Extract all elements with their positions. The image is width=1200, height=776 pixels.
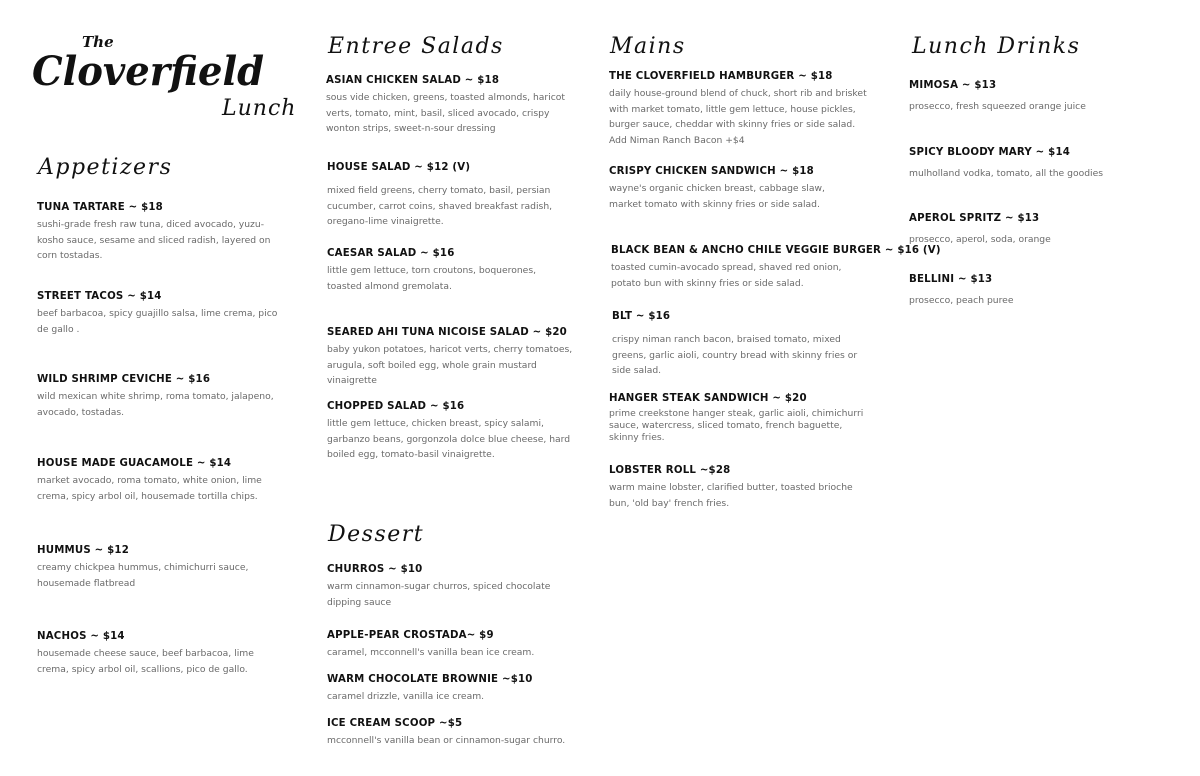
item-title: TUNA TARTARE ~ $18 xyxy=(37,202,163,213)
item-description: little gem lettuce, chicken breast, spicy salami, garbanzo beans, gorgonzola dolce blue cheese, hard boiled egg, tomato-basil vinaigrette. xyxy=(327,418,571,460)
item-add-on: Add Niman Ranch Bacon +$4 xyxy=(609,134,745,146)
menu-item xyxy=(609,393,864,444)
cloverfield-logo xyxy=(30,30,270,100)
menu-item xyxy=(612,311,862,379)
item-title: HOUSE SALAD ~ $12 (V) xyxy=(327,162,471,173)
item-description: market avocado, roma tomato, white onion, lime crema, spicy arbol oil, housemade tortilla chips. xyxy=(37,475,262,502)
item-title: HANGER STEAK SANDWICH ~ $20 xyxy=(609,393,807,404)
item-title: CRISPY CHICKEN SANDWICH ~ $18 xyxy=(609,166,814,177)
menu-item xyxy=(909,147,1159,182)
dessert-heading: Dessert xyxy=(328,522,425,547)
item-title: APEROL SPRITZ ~ $13 xyxy=(909,213,1040,224)
logo-name: Cloverfield xyxy=(32,48,265,95)
menu-item xyxy=(909,213,1159,248)
item-description: mulholland vodka, tomato, all the goodies xyxy=(909,168,1104,179)
item-description: wild mexican white shrimp, roma tomato, jalapeno, avocado, tostadas. xyxy=(37,391,274,418)
menu-item xyxy=(37,631,287,677)
item-description: beef barbacoa, spicy guajillo salsa, lime crema, pico de gallo . xyxy=(37,308,278,335)
item-title: WARM CHOCOLATE BROWNIE ~$10 xyxy=(327,674,533,685)
logo-the: The xyxy=(82,33,114,51)
item-title: CHURROS ~ $10 xyxy=(327,564,423,575)
menu-item xyxy=(37,202,287,264)
item-description: warm cinnamon-sugar churros, spiced chocolate dipping sauce xyxy=(327,581,551,608)
item-title: BLT ~ $16 xyxy=(612,311,671,322)
appetizers-heading: Appetizers xyxy=(38,155,173,180)
menu-item xyxy=(327,401,577,463)
item-title: APPLE-PEAR CROSTADA~ $9 xyxy=(327,630,494,641)
item-title: WILD SHRIMP CEVICHE ~ $16 xyxy=(37,374,211,385)
menu-item xyxy=(327,327,577,389)
menu-item xyxy=(37,291,287,337)
menu-item xyxy=(327,718,577,749)
menu-item xyxy=(611,245,941,291)
item-description: prosecco, fresh squeezed orange juice xyxy=(909,101,1086,112)
menu-item xyxy=(37,545,252,591)
item-description: prosecco, peach puree xyxy=(909,295,1014,306)
item-title: BELLINI ~ $13 xyxy=(909,274,993,285)
item-title: ASIAN CHICKEN SALAD ~ $18 xyxy=(326,75,500,86)
item-description: sous vide chicken, greens, toasted almonds, haricot verts, tomato, mint, basil, sliced avocado, crispy wonton strips, sweet-n-sour dressing xyxy=(326,92,566,134)
item-description: crispy niman ranch bacon, braised tomato, mixed greens, garlic aioli, country bread with skinny fries or side salad. xyxy=(612,334,858,376)
item-description: little gem lettuce, torn croutons, boquerones, toasted almond gremolata. xyxy=(327,265,537,292)
item-description: daily house-ground blend of chuck, short rib and brisket with market tomato, little gem lettuce, house pickles, burger sauce, cheddar with skinny fries or side salad. xyxy=(609,88,867,130)
menu-item xyxy=(609,71,869,148)
item-title: HOUSE MADE GUACAMOLE ~ $14 xyxy=(37,458,232,469)
lunch-drinks-heading: Lunch Drinks xyxy=(912,34,1081,59)
item-title: STREET TACOS ~ $14 xyxy=(37,291,162,302)
item-title: ICE CREAM SCOOP ~$5 xyxy=(327,718,463,729)
item-description: warm maine lobster, clarified butter, toasted brioche bun, 'old bay' french fries. xyxy=(609,482,853,509)
lunch-subtitle: Lunch xyxy=(222,96,297,121)
item-title: CHOPPED SALAD ~ $16 xyxy=(327,401,465,412)
item-title: BLACK BEAN & ANCHO CHILE VEGGIE BURGER ~ $16 (V) xyxy=(611,245,941,256)
item-description: toasted cumin-avocado spread, shaved red onion, potato bun with skinny fries or side salad. xyxy=(611,262,842,289)
cloverfield-logo-mark xyxy=(30,30,270,100)
menu-item xyxy=(37,458,287,504)
menu-item xyxy=(327,674,577,705)
item-title: SEARED AHI TUNA NICOISE SALAD ~ $20 xyxy=(327,327,567,338)
item-description: mcconnell's vanilla bean or cinnamon-sugar churro. xyxy=(327,735,566,746)
item-title: CAESAR SALAD ~ $16 xyxy=(327,248,455,259)
item-description: prime creekstone hanger steak, garlic aioli, chimichurri sauce, watercress, sliced tomato, french baguette, skinny fries. xyxy=(609,408,864,443)
menu-item xyxy=(609,465,864,511)
menu-item xyxy=(327,564,577,610)
item-description: housemade cheese sauce, beef barbacoa, lime crema, spicy arbol oil, scallions, pico de gallo. xyxy=(37,648,254,675)
item-title: LOBSTER ROLL ~$28 xyxy=(609,465,731,476)
item-description: caramel, mcconnell's vanilla bean ice cream. xyxy=(327,647,535,658)
item-title: NACHOS ~ $14 xyxy=(37,631,125,642)
mains-heading: Mains xyxy=(610,34,686,59)
item-description: wayne's organic chicken breast, cabbage slaw, market tomato with skinny fries or side salad. xyxy=(609,183,825,210)
menu-item xyxy=(327,630,577,661)
menu-item xyxy=(326,75,571,137)
item-description: creamy chickpea hummus, chimichurri sauce, housemade flatbread xyxy=(37,562,249,589)
item-description: sushi-grade fresh raw tuna, diced avocado, yuzu-kosho sauce, sesame and sliced radish, layered on corn tostadas. xyxy=(37,219,271,261)
menu-item xyxy=(327,248,572,294)
menu-item xyxy=(327,162,572,230)
menu-item xyxy=(909,80,1159,115)
item-title: MIMOSA ~ $13 xyxy=(909,80,997,91)
item-description: mixed field greens, cherry tomato, basil, persian cucumber, carrot coins, shaved breakfast radish, oregano-lime vinaigrette. xyxy=(327,185,553,227)
item-description: prosecco, aperol, soda, orange xyxy=(909,234,1051,245)
item-title: HUMMUS ~ $12 xyxy=(37,545,129,556)
item-description: baby yukon potatoes, haricot verts, cherry tomatoes, arugula, soft boiled egg, whole grain mustard vinaigrette xyxy=(327,344,573,386)
menu-item xyxy=(909,274,1159,309)
item-description: caramel drizzle, vanilla ice cream. xyxy=(327,691,485,702)
item-title: SPICY BLOODY MARY ~ $14 xyxy=(909,147,1071,158)
menu-item xyxy=(37,374,282,420)
menu-item xyxy=(609,166,859,212)
item-title: THE CLOVERFIELD HAMBURGER ~ $18 xyxy=(609,71,833,82)
entree-salads-heading: Entree Salads xyxy=(328,34,504,59)
